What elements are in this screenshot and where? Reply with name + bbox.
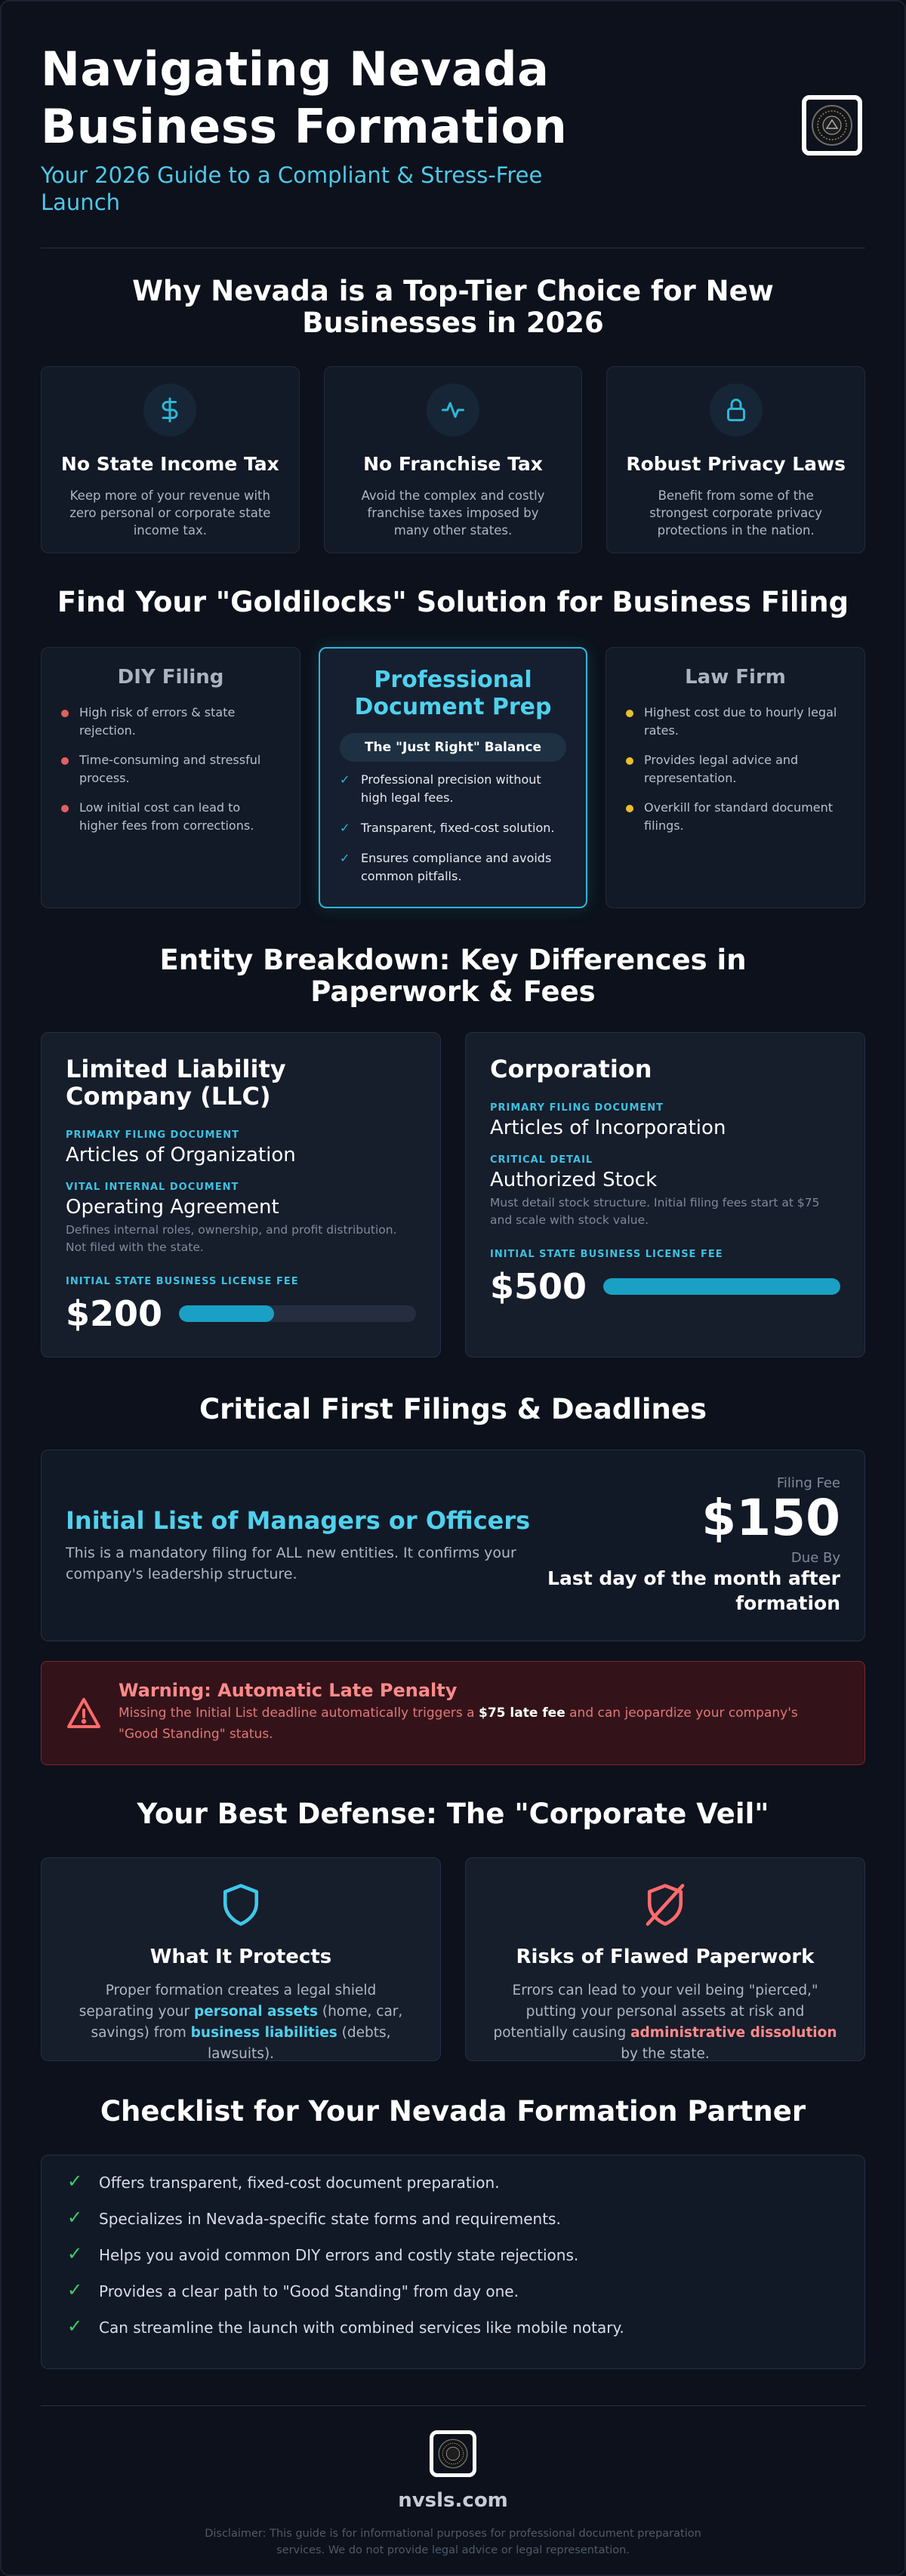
list-item-text: Highest cost due to hourly legal rates. [644, 705, 837, 738]
list-item [340, 819, 566, 837]
defense-section [41, 1798, 865, 2061]
critical-detail: Authorized Stock [490, 1169, 658, 1191]
fee-amount: $500 [490, 1266, 587, 1307]
warning-text-part: Missing the Initial List deadline automatically triggers a [119, 1706, 479, 1721]
page-title [41, 41, 584, 156]
footer [41, 2405, 865, 2559]
check-icon: ✓ [340, 851, 350, 865]
feature-text: Avoid the complex and costly franchise taxes imposed by many other states. [361, 488, 545, 538]
checklist-item [67, 2243, 839, 2264]
doc-name: Articles of Incorporation [490, 1117, 726, 1139]
protects-card [41, 1857, 441, 2061]
option-list [626, 704, 845, 835]
fee-amount: $200 [66, 1293, 163, 1334]
list-item-text: Professional precision without high legal fees. [361, 772, 541, 805]
goldilocks-section [41, 587, 865, 908]
option-diy [41, 647, 300, 908]
option-professional-prep [319, 647, 587, 908]
features-row [41, 366, 865, 553]
pulse-icon [427, 384, 479, 436]
option-law-firm [606, 647, 865, 908]
warning-title: Warning: Automatic Late Penalty [119, 1680, 458, 1701]
checklist-title: Checklist for Your Nevada Formation Partner [100, 2095, 806, 2128]
entity-title: Entity Breakdown: Key Differences in Paperwork & Fees [159, 944, 747, 1008]
entity-cards [41, 1032, 865, 1357]
text-part: Errors can lead to your veil being "pierced," putting your personal assets at risk and potentially causing [493, 1983, 818, 2041]
check-icon: ✓ [67, 2207, 83, 2228]
filing-details [546, 1475, 840, 1616]
fee-bar [179, 1305, 416, 1322]
feature-title: No State Income Tax [60, 453, 279, 475]
list-item [626, 704, 845, 740]
feature-text: Keep more of your revenue with zero personal or corporate state income tax. [69, 488, 271, 538]
seal-logo-icon [437, 2438, 469, 2470]
personal-assets-highlight: personal assets [193, 2004, 318, 2020]
list-item [626, 751, 845, 787]
entity-section [41, 944, 865, 1357]
text-part: by the state. [621, 2046, 710, 2062]
filing-fee-label: Filing Fee [776, 1475, 840, 1491]
protects-text [69, 1980, 413, 2065]
list-item-text: High risk of errors & state rejection. [79, 705, 236, 738]
filing-options [41, 647, 865, 908]
vital-label: VITAL INTERNAL DOCUMENT [66, 1182, 239, 1193]
goldilocks-title: Find Your "Goldilocks" Solution for Business Filing [57, 586, 849, 618]
title-line-1: Navigating Nevada [41, 42, 550, 97]
yellow-dot-icon [626, 757, 633, 765]
list-item-text: Transparent, fixed-cost solution. [361, 821, 555, 835]
checklist-text: Helps you avoid common DIY errors and costly state rejections. [99, 2246, 579, 2264]
check-icon: ✓ [67, 2243, 83, 2264]
page-subtitle: Your 2026 Guide to a Compliant & Stress-Free Launch [41, 162, 543, 215]
critical-note: Must detail stock structure. Initial filing fees start at $75 and scale with stock value. [490, 1196, 820, 1227]
text-part: Proper formation creates a legal shield separating your [79, 1983, 377, 2020]
list-item [61, 799, 280, 835]
filing-text: This is a mandatory filing for ALL new entities. It confirms your company's leadership structure. [66, 1545, 516, 1582]
seal-logo [802, 95, 862, 156]
lock-icon [710, 384, 763, 436]
list-item [61, 704, 280, 740]
due-label: Due By [790, 1550, 840, 1566]
option-title: DIY Filing [117, 666, 224, 689]
protects-title: What It Protects [149, 1946, 332, 1968]
fee-row [490, 1266, 840, 1307]
checklist-text: Specializes in Nevada-specific state forms and requirements. [99, 2210, 561, 2228]
option-title: Professional Document Prep [354, 667, 552, 720]
shield-icon [42, 1882, 440, 1930]
red-dot-icon [61, 805, 69, 812]
entity-name: Corporation [490, 1055, 652, 1083]
checklist-section [41, 2096, 865, 2369]
yellow-dot-icon [626, 805, 633, 812]
feature-title: Robust Privacy Laws [626, 453, 846, 475]
check-icon: ✓ [67, 2279, 83, 2300]
filing-info [66, 1506, 530, 1585]
doc-name: Articles of Organization [66, 1144, 296, 1166]
vital-doc: Operating Agreement [66, 1196, 279, 1219]
fee-row [66, 1293, 416, 1334]
option-title: Law Firm [685, 666, 786, 689]
list-item-text: Low initial cost can lead to higher fees from corrections. [79, 800, 254, 833]
site-link[interactable]: nvsls.com [398, 2489, 508, 2512]
yellow-dot-icon [626, 710, 633, 717]
option-list [340, 771, 566, 886]
dollar-icon [143, 384, 196, 436]
warning-text [119, 1702, 840, 1745]
feature-text: Benefit from some of the strongest corporate privacy protections in the nation. [649, 488, 823, 538]
entity-card-corporation [465, 1032, 865, 1357]
fee-bar-fill [603, 1278, 840, 1295]
check-icon: ✓ [67, 2316, 83, 2337]
late-fee-amount: $75 late fee [479, 1706, 565, 1721]
list-item [340, 771, 566, 807]
check-icon: ✓ [340, 772, 350, 787]
why-nevada-section [41, 276, 865, 553]
risks-text [493, 1980, 837, 2065]
defense-cards [41, 1857, 865, 2061]
feature-card-income-tax [41, 366, 300, 553]
title-line-2: Business Formation [41, 99, 568, 154]
warning-content [119, 1680, 840, 1745]
warning-triangle-icon [66, 1696, 102, 1733]
filing-fee: $150 [701, 1489, 840, 1547]
dissolution-highlight: administrative dissolution [630, 2025, 837, 2041]
disclaimer: Disclaimer: This guide is for informational purposes for professional document preparation services. We do not provide legal advice or legal representation. [205, 2528, 701, 2556]
red-dot-icon [61, 710, 69, 717]
seal-logo-icon [810, 103, 854, 147]
check-icon: ✓ [340, 821, 350, 835]
doc-label: PRIMARY FILING DOCUMENT [490, 1102, 664, 1114]
critical-label: CRITICAL DETAIL [490, 1154, 593, 1166]
option-list [61, 704, 280, 835]
checklist-item [67, 2316, 839, 2337]
text-part: (debts, lawsuits). [207, 2025, 391, 2062]
list-item-text: Ensures compliance and avoids common pitfalls. [361, 851, 552, 883]
fee-label: INITIAL STATE BUSINESS LICENSE FEE [66, 1276, 299, 1287]
text-part: (home, car, savings) from [91, 2004, 403, 2041]
fee-label: INITIAL STATE BUSINESS LICENSE FEE [490, 1249, 723, 1260]
filings-section [41, 1394, 865, 1641]
red-dot-icon [61, 757, 69, 765]
initial-list-card [41, 1450, 865, 1641]
list-item [340, 849, 566, 886]
entity-name: Limited Liability Company (LLC) [66, 1055, 286, 1111]
doc-label: PRIMARY FILING DOCUMENT [66, 1129, 240, 1141]
warning-text-part: and can jeopardize your company's "Good Standing" status. [119, 1706, 798, 1742]
checklist-item [67, 2207, 839, 2228]
just-right-badge: The "Just Right" Balance [340, 733, 566, 762]
filings-title: Critical First Filings & Deadlines [199, 1393, 707, 1425]
fee-bar [603, 1278, 840, 1295]
filing-name: Initial List of Managers or Officers [66, 1506, 531, 1535]
checklist-text: Can streamline the launch with combined services like mobile notary. [99, 2319, 624, 2337]
feature-title: No Franchise Tax [363, 453, 543, 475]
header [41, 2, 865, 248]
due-date: Last day of the month after formation [547, 1567, 840, 1614]
footer-logo [430, 2430, 476, 2477]
list-item [626, 799, 845, 835]
vital-note: Defines internal roles, ownership, and profit distribution. Not filed with the state. [66, 1223, 397, 1254]
feature-card-franchise-tax [324, 366, 583, 553]
list-item-text: Overkill for standard document filings. [644, 800, 834, 833]
checklist-text: Offers transparent, fixed-cost document preparation. [99, 2174, 500, 2192]
feature-card-privacy [606, 366, 865, 553]
list-item-text: Time-consuming and stressful process. [79, 753, 261, 785]
late-penalty-warning [41, 1661, 865, 1765]
entity-card-llc [41, 1032, 441, 1357]
business-liabilities-highlight: business liabilities [190, 2025, 337, 2041]
list-item-text: Provides legal advice and representation. [644, 753, 799, 785]
why-nevada-title: Why Nevada is a Top-Tier Choice for New Businesses in 2026 [132, 275, 774, 339]
check-icon: ✓ [67, 2171, 83, 2192]
broken-shield-icon [466, 1882, 864, 1930]
defense-title: Your Best Defense: The "Corporate Veil" [137, 1798, 769, 1830]
risks-title: Risks of Flawed Paperwork [516, 1946, 815, 1968]
fee-bar-fill [179, 1305, 274, 1322]
risks-card [465, 1857, 865, 2061]
checklist-item [67, 2171, 839, 2192]
partner-checklist [41, 2155, 865, 2369]
checklist-item [67, 2279, 839, 2300]
list-item [61, 751, 280, 787]
checklist-text: Provides a clear path to "Good Standing" from day one. [99, 2282, 519, 2300]
